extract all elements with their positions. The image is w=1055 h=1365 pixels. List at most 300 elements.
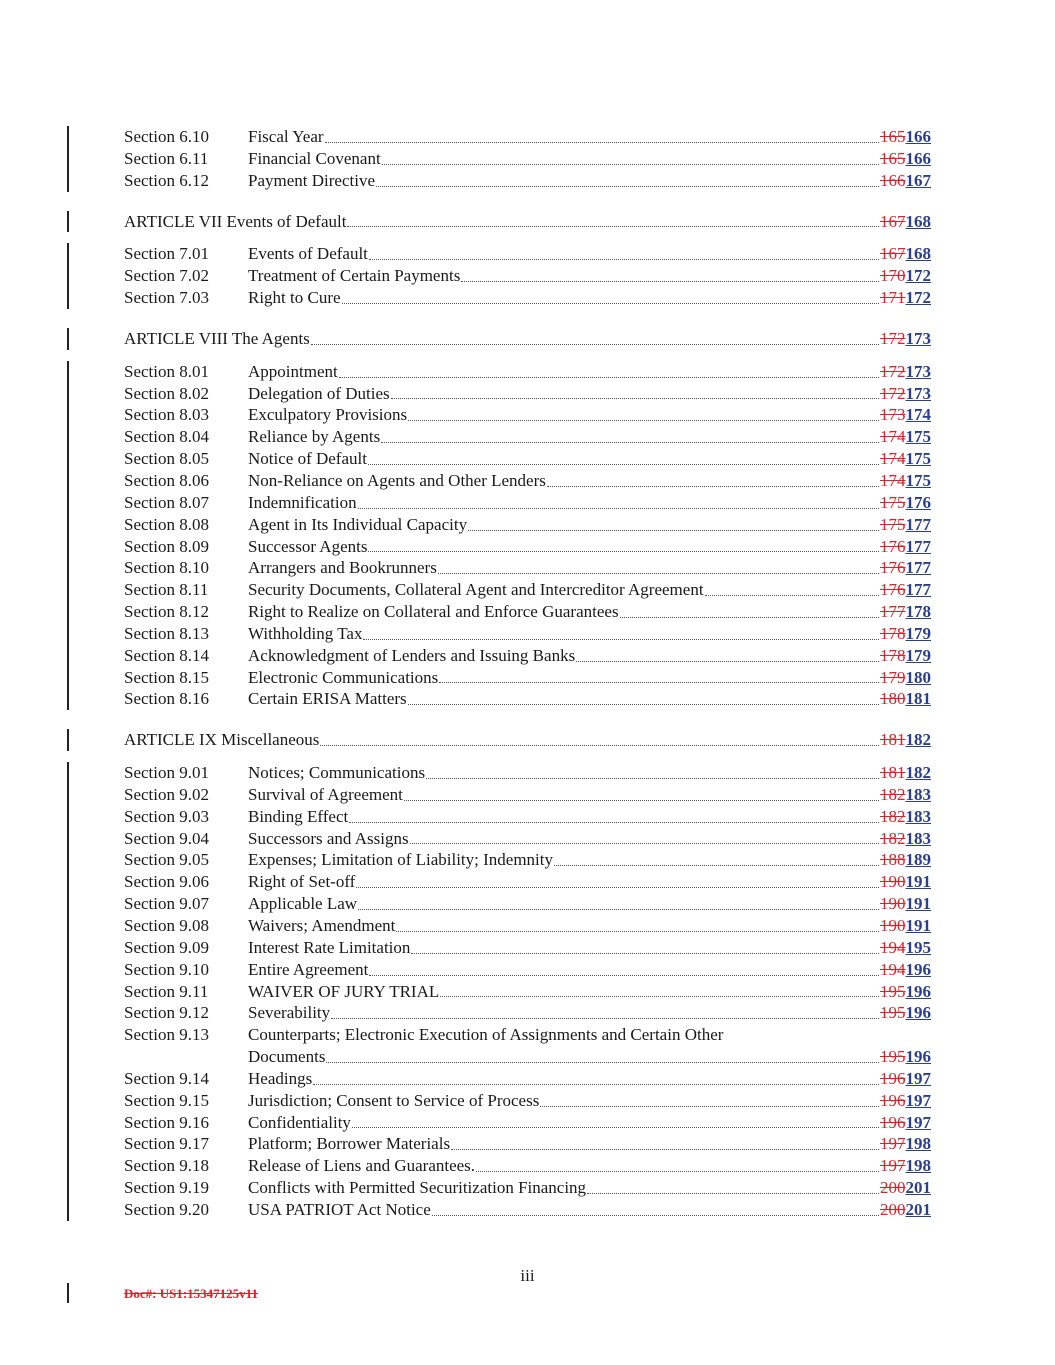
toc-page-numbers <box>880 806 931 828</box>
toc-page-numbers <box>880 536 931 558</box>
dot-leader <box>408 420 879 421</box>
section-title: Withholding Tax <box>248 623 363 643</box>
document-id: Doc#: US1:15347125v11 <box>124 1286 258 1301</box>
deleted-page-number: 182 <box>880 784 906 804</box>
toc-section-entry[interactable] <box>124 492 931 514</box>
toc-section-entry[interactable] <box>124 784 931 806</box>
inserted-page-number[interactable]: 177 <box>905 514 931 534</box>
deleted-page-number: 190 <box>880 894 906 914</box>
page-number: iii <box>520 1266 535 1285</box>
change-bar <box>67 1024 69 1068</box>
section-title: Survival of Agreement <box>248 784 403 804</box>
dot-leader <box>426 778 879 779</box>
section-title: Acknowledgment of Lenders and Issuing Banks <box>248 645 576 665</box>
section-number: Section 9.07 <box>124 894 209 914</box>
dot-leader <box>391 398 879 399</box>
toc-section-entry[interactable] <box>124 981 931 1003</box>
deleted-page-number: 197 <box>880 1156 906 1176</box>
inserted-page-number[interactable]: 191 <box>905 894 931 914</box>
dot-leader <box>554 865 879 866</box>
deleted-page-number: 195 <box>880 1047 906 1067</box>
section-title: Certain ERISA Matters <box>248 689 407 709</box>
toc-section-entry[interactable] <box>124 1090 931 1112</box>
dot-leader <box>408 704 879 705</box>
deleted-page-number: 182 <box>880 806 906 826</box>
inserted-page-number[interactable]: 182 <box>905 763 931 783</box>
dot-leader <box>349 822 879 823</box>
section-number: Section 9.14 <box>124 1068 209 1088</box>
toc-page-numbers <box>880 579 931 601</box>
section-title: Notice of Default <box>248 449 367 469</box>
section-title: Right to Cure <box>248 288 341 308</box>
toc-section-entry[interactable] <box>124 1068 931 1090</box>
inserted-page-number[interactable]: 176 <box>905 492 931 512</box>
toc-section-entry[interactable] <box>124 361 931 383</box>
change-bar <box>67 959 69 981</box>
section-title: Arrangers and Bookrunners <box>248 558 437 578</box>
toc-section-entry[interactable] <box>124 688 931 710</box>
dot-leader <box>587 1193 879 1194</box>
toc-section-entry[interactable] <box>124 1024 931 1068</box>
change-bar <box>67 849 69 871</box>
section-number: Section 9.13 <box>124 1025 209 1045</box>
section-number: Section 8.02 <box>124 383 209 403</box>
dot-leader <box>411 953 879 954</box>
dot-leader <box>339 377 879 378</box>
inserted-page-number[interactable]: 196 <box>905 981 931 1001</box>
dot-leader <box>331 1018 879 1019</box>
toc-page-numbers <box>880 959 931 981</box>
change-bar <box>67 470 69 492</box>
toc-page-numbers <box>880 514 931 536</box>
section-number: Section 8.16 <box>124 689 209 709</box>
deleted-page-number: 167 <box>880 211 906 231</box>
dot-leader <box>358 909 879 910</box>
section-number: Section 9.02 <box>124 784 209 804</box>
toc-section-entry[interactable] <box>124 959 931 981</box>
inserted-page-number[interactable]: 183 <box>905 784 931 804</box>
inserted-page-number[interactable]: 191 <box>905 916 931 935</box>
section-number: Section 9.08 <box>124 916 209 935</box>
section-title: Financial Covenant <box>248 148 381 168</box>
section-title: Binding Effect <box>248 806 349 826</box>
inserted-page-number[interactable]: 175 <box>905 427 931 447</box>
toc-page-numbers <box>880 328 931 350</box>
change-bar <box>67 688 69 710</box>
change-bar <box>67 667 69 689</box>
section-number: Section 9.12 <box>124 1003 209 1023</box>
change-bar <box>67 806 69 828</box>
inserted-page-number[interactable]: 173 <box>905 383 931 403</box>
section-title: Reliance by Agents <box>248 427 381 447</box>
toc-page-numbers <box>880 667 931 689</box>
toc-section-entry[interactable] <box>124 1177 931 1199</box>
toc-section-entry[interactable] <box>124 667 931 689</box>
toc-page-numbers <box>880 688 931 710</box>
section-title: Conflicts with Permitted Securitization Financing <box>248 1178 587 1198</box>
toc-section-entry[interactable] <box>124 557 931 579</box>
change-bar <box>67 1199 69 1221</box>
toc-section-entry[interactable] <box>124 915 931 937</box>
toc-section-entry[interactable] <box>124 871 931 893</box>
dot-leader <box>369 259 879 260</box>
section-number: Section 9.17 <box>124 1134 209 1154</box>
section-title: Waivers; Amendment <box>248 916 396 935</box>
inserted-page-number[interactable]: 182 <box>905 730 931 750</box>
inserted-page-number[interactable]: 173 <box>905 361 931 381</box>
inserted-page-number[interactable]: 179 <box>905 645 931 665</box>
toc-page-numbers <box>880 1002 931 1024</box>
toc-article-entry[interactable] <box>124 328 931 350</box>
deleted-page-number: 177 <box>880 602 906 622</box>
dot-leader <box>547 486 879 487</box>
deleted-page-number: 195 <box>880 981 906 1001</box>
section-number: Section 8.06 <box>124 470 209 490</box>
dot-leader <box>476 1171 879 1172</box>
toc-page-numbers <box>880 361 931 383</box>
section-number: Section 8.11 <box>124 580 209 600</box>
toc-section-entry[interactable] <box>124 1199 931 1221</box>
section-number: Section 9.05 <box>124 850 209 870</box>
section-number: Section 7.02 <box>124 266 209 286</box>
change-bar <box>67 981 69 1003</box>
dot-leader <box>451 1149 879 1150</box>
toc-section-entry[interactable] <box>124 536 931 558</box>
change-bar <box>67 1283 69 1303</box>
toc-section-entry[interactable] <box>124 645 931 667</box>
dot-leader <box>369 975 879 976</box>
section-title: Treatment of Certain Payments <box>248 266 461 286</box>
toc-page-numbers <box>880 1155 931 1177</box>
inserted-page-number[interactable]: 166 <box>905 127 931 146</box>
section-title: Headings <box>248 1068 313 1088</box>
change-bar <box>67 1112 69 1134</box>
toc-page-numbers <box>880 265 931 287</box>
section-number: Section 8.14 <box>124 645 209 665</box>
deleted-page-number: 196 <box>880 1112 906 1132</box>
change-bar <box>67 623 69 645</box>
section-title: WAIVER OF JURY TRIAL <box>248 981 440 1001</box>
deleted-page-number: 173 <box>880 405 906 425</box>
change-bar <box>67 871 69 893</box>
toc-page-numbers <box>880 645 931 667</box>
section-title: Right to Realize on Collateral and Enforce Guarantees <box>248 602 619 622</box>
toc-section-entry[interactable] <box>124 514 931 536</box>
dot-leader <box>468 530 879 531</box>
toc-section-entry[interactable] <box>124 287 931 309</box>
section-title: Right of Set-off <box>248 872 356 892</box>
change-bar <box>67 729 69 751</box>
change-bar <box>67 514 69 536</box>
change-bar <box>67 426 69 448</box>
inserted-page-number[interactable]: 177 <box>905 558 931 578</box>
inserted-page-number[interactable]: 181 <box>905 689 931 709</box>
inserted-page-number[interactable]: 168 <box>905 244 931 264</box>
section-title: Applicable Law <box>248 894 358 914</box>
toc-page-numbers <box>880 784 931 806</box>
section-title: Fiscal Year <box>248 127 324 146</box>
section-title: Delegation of Duties <box>248 383 390 403</box>
change-bar <box>67 211 69 233</box>
section-number: Section 9.10 <box>124 959 209 979</box>
table-of-contents <box>124 126 931 1221</box>
toc-page-numbers <box>880 126 931 148</box>
inserted-page-number[interactable]: 174 <box>905 405 931 425</box>
deleted-page-number: 190 <box>880 872 906 892</box>
inserted-page-number[interactable]: 179 <box>905 623 931 643</box>
toc-article-entry[interactable] <box>124 211 931 233</box>
change-bar <box>67 148 69 170</box>
toc-section-entry[interactable] <box>124 849 931 871</box>
section-number: Section 8.07 <box>124 492 209 512</box>
toc-page-numbers <box>880 623 931 645</box>
toc-section-entry[interactable] <box>124 937 931 959</box>
toc-section-entry[interactable] <box>124 1112 931 1134</box>
section-title: Events of Default <box>248 244 368 264</box>
change-bar <box>67 601 69 623</box>
section-number: Section 6.11 <box>124 148 209 168</box>
deleted-page-number: 176 <box>880 580 906 600</box>
dot-leader <box>620 617 879 618</box>
change-bar <box>67 1068 69 1090</box>
dot-leader <box>326 1062 879 1063</box>
toc-section-entry[interactable] <box>124 448 931 470</box>
toc-page-numbers <box>880 243 931 265</box>
toc-page-numbers <box>880 470 931 492</box>
section-title: Interest Rate Limitation <box>248 937 411 957</box>
section-title: USA PATRIOT Act Notice <box>248 1199 431 1219</box>
deleted-page-number: 196 <box>880 1068 906 1088</box>
toc-page-numbers <box>880 729 931 751</box>
toc-page-numbers <box>880 1199 931 1221</box>
change-bar <box>67 784 69 806</box>
dot-leader <box>376 186 879 187</box>
section-title: Severability <box>248 1003 331 1023</box>
section-number: Section 9.03 <box>124 806 209 826</box>
inserted-page-number[interactable]: 177 <box>905 536 931 556</box>
change-bar <box>67 828 69 850</box>
toc-section-entry[interactable] <box>124 623 931 645</box>
deleted-page-number: 165 <box>880 127 906 146</box>
toc-page-numbers <box>880 448 931 470</box>
deleted-page-number: 172 <box>880 361 906 381</box>
deleted-page-number: 167 <box>880 244 906 264</box>
toc-page-numbers <box>880 849 931 871</box>
section-title: Confidentiality <box>248 1112 351 1132</box>
inserted-page-number[interactable]: 195 <box>905 937 931 957</box>
toc-section-entry[interactable] <box>124 126 931 148</box>
section-title: Platform; Borrower Materials <box>248 1134 451 1154</box>
section-title: Release of Liens and Guarantees. <box>248 1156 476 1176</box>
dot-leader <box>313 1084 879 1085</box>
inserted-page-number[interactable]: 183 <box>905 806 931 826</box>
toc-page-numbers <box>880 1090 931 1112</box>
section-number: Section 8.05 <box>124 449 209 469</box>
inserted-page-number[interactable]: 197 <box>905 1068 931 1088</box>
inserted-page-number[interactable]: 201 <box>905 1199 931 1219</box>
inserted-page-number[interactable]: 183 <box>905 828 931 848</box>
toc-article-entry[interactable] <box>124 729 931 751</box>
change-bar <box>67 1002 69 1024</box>
toc-section-entry[interactable] <box>124 806 931 828</box>
deleted-page-number: 175 <box>880 492 906 512</box>
section-title: Notices; Communications <box>248 763 426 783</box>
section-number: Section 8.01 <box>124 361 209 381</box>
section-title: Security Documents, Collateral Agent and Intercreditor Agreement <box>248 580 704 600</box>
deleted-page-number: 188 <box>880 850 906 870</box>
section-number: Section 9.09 <box>124 937 209 957</box>
inserted-page-number[interactable]: 189 <box>905 850 931 870</box>
change-bar <box>67 492 69 514</box>
dot-leader <box>382 164 879 165</box>
deleted-page-number: 175 <box>880 514 906 534</box>
toc-page-numbers <box>880 383 931 405</box>
toc-section-entry[interactable] <box>124 579 931 601</box>
deleted-page-number: 194 <box>880 937 906 957</box>
toc-page-numbers <box>880 1112 931 1134</box>
toc-page-numbers <box>880 981 931 1003</box>
toc-page-numbers <box>880 828 931 850</box>
deleted-page-number: 176 <box>880 536 906 556</box>
toc-section-entry[interactable] <box>124 1133 931 1155</box>
inserted-page-number[interactable]: 196 <box>905 959 931 979</box>
section-title: Indemnification <box>248 492 357 512</box>
section-title: Successors and Assigns <box>248 828 409 848</box>
toc-section-entry[interactable] <box>124 1002 931 1024</box>
dot-leader <box>347 226 879 227</box>
dot-leader <box>705 595 879 596</box>
dot-leader <box>363 639 879 640</box>
dot-leader <box>432 1215 879 1216</box>
section-number: Section 9.01 <box>124 763 209 783</box>
change-bar <box>67 1090 69 1112</box>
toc-page-numbers <box>880 1068 931 1090</box>
deleted-page-number: 180 <box>880 689 906 709</box>
toc-section-entry[interactable] <box>124 243 931 265</box>
section-number: Section 8.10 <box>124 558 209 578</box>
inserted-page-number[interactable]: 168 <box>905 211 931 231</box>
change-bar <box>67 1155 69 1177</box>
toc-section-entry[interactable] <box>124 762 931 784</box>
change-bar <box>67 265 69 287</box>
inserted-page-number[interactable]: 172 <box>905 288 931 308</box>
deleted-page-number: 171 <box>880 288 906 308</box>
inserted-page-number[interactable]: 167 <box>905 170 931 190</box>
section-title: Exculpatory Provisions <box>248 405 408 425</box>
change-bar <box>67 243 69 265</box>
toc-page-numbers <box>880 211 931 233</box>
toc-section-entry[interactable] <box>124 383 931 405</box>
dot-leader <box>440 996 879 997</box>
change-bar <box>67 1133 69 1155</box>
inserted-page-number[interactable]: 196 <box>905 1047 931 1067</box>
deleted-page-number: 178 <box>880 645 906 665</box>
deleted-page-number: 195 <box>880 1003 906 1023</box>
inserted-page-number[interactable]: 196 <box>905 1003 931 1023</box>
section-number: Section 7.03 <box>124 288 209 308</box>
change-bar <box>67 1177 69 1199</box>
section-number: Section 8.09 <box>124 536 209 556</box>
section-title: Appointment <box>248 361 338 381</box>
toc-section-entry[interactable] <box>124 893 931 915</box>
section-title: Jurisdiction; Consent to Service of Process <box>248 1090 540 1110</box>
toc-section-entry[interactable] <box>124 170 931 192</box>
deleted-page-number: 172 <box>880 383 906 403</box>
inserted-page-number[interactable]: 166 <box>905 148 931 168</box>
toc-page-numbers <box>880 601 931 623</box>
toc-page-numbers <box>880 915 931 937</box>
dot-leader <box>576 661 879 662</box>
dot-leader <box>320 745 879 746</box>
inserted-page-number[interactable]: 191 <box>905 872 931 892</box>
section-number: Section 9.15 <box>124 1090 209 1110</box>
change-bar <box>67 557 69 579</box>
section-title: Non-Reliance on Agents and Other Lenders <box>248 470 546 490</box>
inserted-page-number[interactable]: 180 <box>905 667 931 687</box>
toc-section-entry[interactable] <box>124 828 931 850</box>
section-number: Section 8.12 <box>124 602 209 622</box>
section-title: Payment Directive <box>248 170 375 190</box>
inserted-page-number[interactable]: 177 <box>905 580 931 600</box>
toc-page-numbers <box>880 1133 931 1155</box>
toc-section-entry[interactable] <box>124 426 931 448</box>
toc-section-entry[interactable] <box>124 265 931 287</box>
section-number: Section 8.13 <box>124 623 209 643</box>
toc-section-entry[interactable] <box>124 601 931 623</box>
inserted-page-number[interactable]: 173 <box>905 328 931 348</box>
toc-page-numbers <box>880 1046 931 1068</box>
section-number: Section 9.11 <box>124 981 209 1001</box>
dot-leader <box>381 442 879 443</box>
deleted-page-number: 190 <box>880 916 906 935</box>
inserted-page-number[interactable]: 201 <box>905 1178 931 1198</box>
toc-page-numbers <box>880 170 931 192</box>
dot-leader <box>438 573 879 574</box>
toc-page-numbers <box>880 762 931 784</box>
dot-leader <box>358 508 879 509</box>
deleted-page-number: 174 <box>880 470 906 490</box>
inserted-page-number[interactable]: 172 <box>905 266 931 286</box>
inserted-page-number[interactable]: 198 <box>905 1134 931 1154</box>
deleted-page-number: 172 <box>880 328 906 348</box>
section-title: Counterparts; Electronic Execution of Assignments and Certain Other <box>248 1025 724 1045</box>
deleted-page-number: 178 <box>880 623 906 643</box>
change-bar <box>67 404 69 426</box>
toc-section-entry[interactable] <box>124 1155 931 1177</box>
change-bar <box>67 645 69 667</box>
section-number: Section 8.04 <box>124 427 209 447</box>
toc-section-entry[interactable] <box>124 470 931 492</box>
inserted-page-number[interactable]: 178 <box>905 602 931 622</box>
deleted-page-number: 182 <box>880 828 906 848</box>
inserted-page-number[interactable]: 198 <box>905 1156 931 1176</box>
change-bar <box>67 287 69 309</box>
dot-leader <box>342 303 879 304</box>
inserted-page-number[interactable]: 197 <box>905 1112 931 1132</box>
change-bar <box>67 915 69 937</box>
toc-section-entry[interactable] <box>124 404 931 426</box>
section-number: Section 6.10 <box>124 127 209 146</box>
deleted-page-number: 170 <box>880 266 906 286</box>
inserted-page-number[interactable]: 175 <box>905 470 931 490</box>
section-title: Expenses; Limitation of Liability; Indemnity <box>248 850 554 870</box>
toc-page-numbers <box>880 148 931 170</box>
inserted-page-number[interactable]: 175 <box>905 449 931 469</box>
deleted-page-number: 174 <box>880 427 906 447</box>
toc-section-entry[interactable] <box>124 148 931 170</box>
inserted-page-number[interactable]: 197 <box>905 1090 931 1110</box>
section-number: Section 9.19 <box>124 1178 209 1198</box>
